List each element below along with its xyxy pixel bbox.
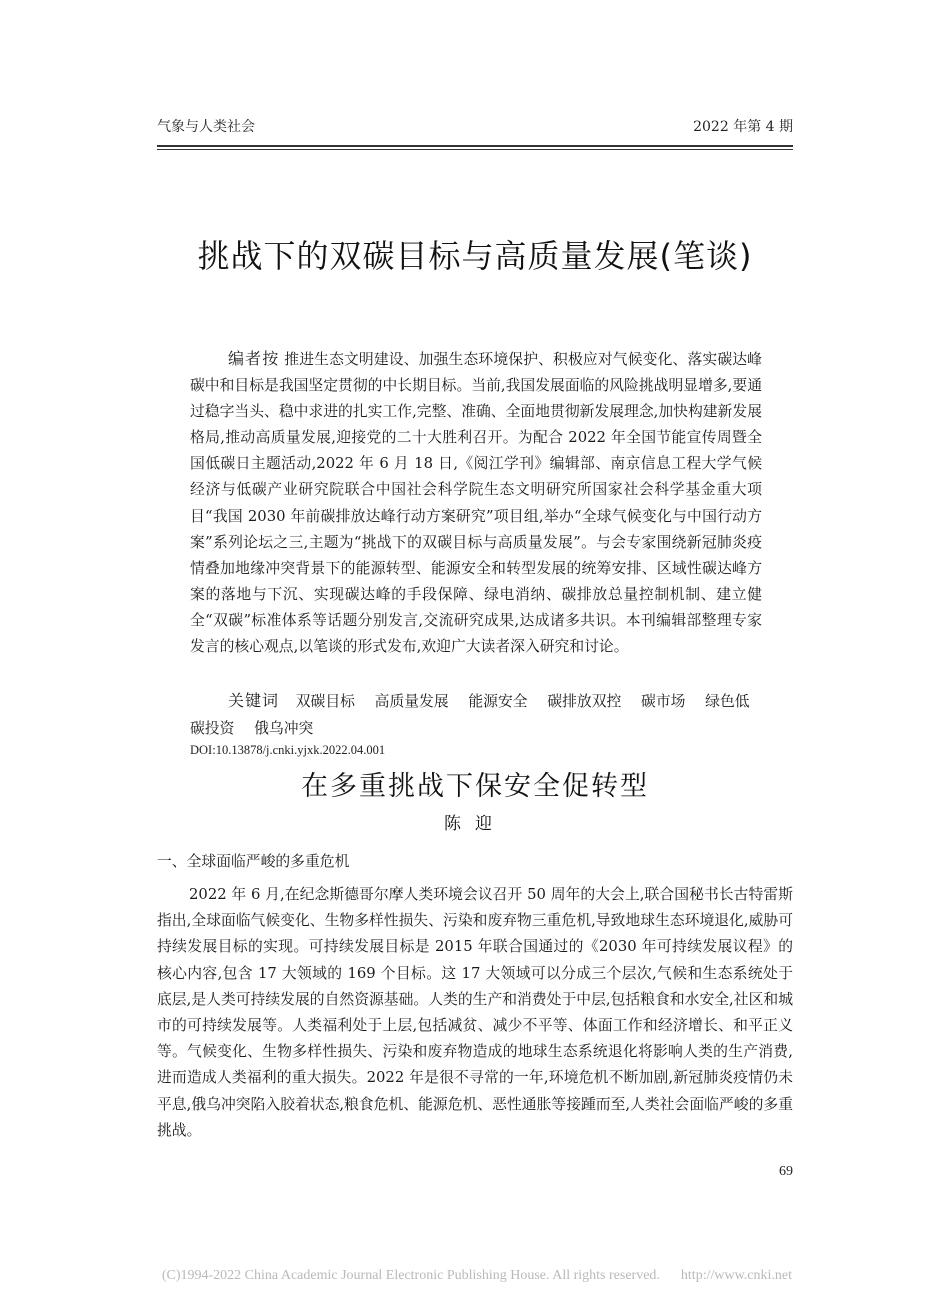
editor-note-label: 编者按 — [228, 349, 280, 368]
article-title: 在多重挑战下保安全促转型 — [301, 771, 649, 802]
keyword: 碳市场 — [641, 693, 686, 710]
keywords — [190, 688, 762, 742]
header-rule-thick — [157, 145, 793, 147]
doi[interactable]: DOI:10.13878/j.cnki.yjxk.2022.04.001 — [190, 743, 386, 757]
header-rule-thin — [157, 149, 793, 150]
running-head — [157, 116, 793, 138]
journal-name: 气象与人类社会 — [157, 119, 255, 135]
keyword: 俄乌冲突 — [254, 719, 314, 737]
keyword: 碳排放双控 — [547, 693, 622, 710]
keywords-label: 关键词 — [228, 691, 280, 710]
keyword: 双碳目标 — [295, 693, 355, 710]
issue-number: 2022 年第 4 期 — [693, 119, 793, 135]
editor-note-text: 推进生态文明建设、加强生态环境保护、积极应对气候变化、落实碳达峰碳中和目标是我国坚定贯彻的中长期目标。当前,我国发展面临的风险挑战明显增多,要通过稳字当头、稳中求进的扎实工作,完整、准确、全面地贯彻新发展理念,加快构建新发展格局,推动高质量发展,迎接党的二十大胜利召开。为配合 2022 年全国节能宣传周暨全国低碳日主题活动,2022 年 6 月 18 日,《阅江学刊》编辑部、南京信息工程大学气候经济与低碳产业研究院联合中国社会科学院生态文明研究所国家社会科学基金重大项目“我国 2030 年前碳排放达峰行动方案研究”项目组,举办“全球气候变化与中国行动方案”系列论坛之三,主题为“挑战下的双碳目标与高质量发展”。与会专家围绕新冠肺炎疫情叠加地缘冲突背景下的能源转型、能源安全和转型发展的统筹安排、区域性碳达峰方案的落地与下沉、实现碳达峰的手段保障、绿电消纳、碳排放总量控制机制、建立健全“双碳”标准体系等话题分别发言,交流研究成果,达成诸多共识。本刊编辑部整理专家发言的核心观点,以笔谈的形式发布,欢迎广大读者深入研究和讨论。 — [190, 351, 762, 656]
keyword: 绿色低碳投资 — [190, 693, 750, 737]
copyright-text: (C)1994-2022 China Academic Journal Electronic Publishing House. All rights reserved. — [161, 1268, 660, 1283]
page-number: 69 — [779, 1164, 793, 1179]
editor-note — [190, 346, 762, 660]
keyword: 能源安全 — [468, 693, 528, 710]
article-author: 陈迎 — [444, 814, 506, 834]
keyword: 高质量发展 — [374, 693, 449, 710]
body-paragraph: 2022 年 6 月,在纪念斯德哥尔摩人类环境会议召开 50 周年的大会上,联合国秘书长古特雷斯指出,全球面临气候变化、生物多样性损失、污染和废弃物三重危机,导致地球生态环境退化,威胁可持续发展目标的实现。可持续发展目标是 2015 年联合国通过的《2030 年可持续发展议程》的核心内容,包含 17 大领域的 169 个目标。这 17 大领域可以分成三个层次,气候和生态系统处于底层,是人类可持续发展的自然资源基础。人类的生产和消费处于中层,包括粮食和水安全,社区和城市的可持续发展等。人类福利处于上层,包括减贫、减少不平等、体面工作和经济增长、和平正义等。气候变化、生物多样性损失、污染和废弃物造成的地球生态系统退化将影响人类的生产消费,进而造成人类福利的重大损失。2022 年是很不寻常的一年,环境危机不断加剧,新冠肺炎疫情仍未平息,俄乌冲突陷入胶着状态,粮食危机、能源危机、恶性通胀等接踵而至,人类社会面临严峻的多重挑战。 — [157, 886, 793, 1139]
main-title: 挑战下的双碳目标与高质量发展(笔谈) — [197, 237, 753, 275]
copyright-footer — [6, 1266, 944, 1286]
section-heading: 一、全球面临严峻的多重危机 — [157, 853, 350, 870]
cnki-link[interactable]: http://www.cnki.net — [680, 1268, 792, 1283]
